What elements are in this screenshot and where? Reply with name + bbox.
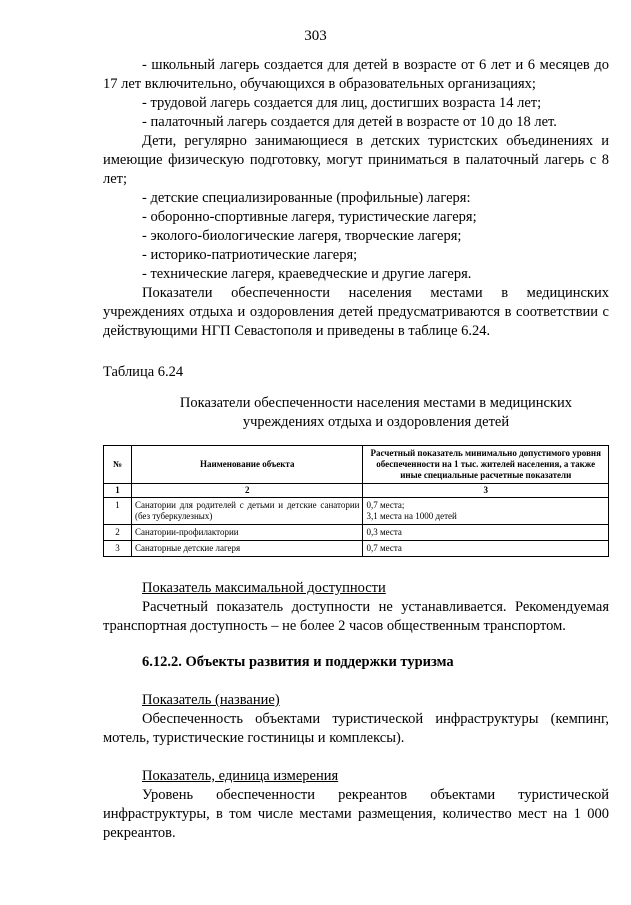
table-label: Таблица 6.24 [103,364,184,380]
row-value-line: 0,7 места [366,543,402,553]
row-value [363,525,609,541]
paragraph: - палаточный лагерь создается для детей в возрасте от 10 до 18 лет. [142,114,557,130]
paragraph: Показатели обеспеченности населения местами в медицинских учреждениях отдыха и оздоровления детей предусматриваются в соответствии с действующими НГП Севастополя и приведены в таблице 6.24. [103,285,609,339]
indicator-unit-heading: Показатель, единица измерения [142,768,339,784]
row-value-line: 0,7 места; [366,500,405,510]
row-object: Санатории для родителей с детьми и детские санатории (без туберкулезных) [131,498,363,525]
paragraph: - эколого-биологические лагеря, творческие лагеря; [142,228,462,244]
paragraph: - историко-патриотические лагеря; [142,247,358,263]
max-access-heading: Показатель максимальной доступности [142,580,386,596]
paragraph: - оборонно-спортивные лагеря, туристические лагеря; [142,209,477,225]
column-number: 2 [131,484,363,498]
column-number: 3 [363,484,609,498]
column-number: 1 [104,484,132,498]
table-row [104,525,609,541]
row-num: 1 [104,498,132,525]
indicator-unit-text: Уровень обеспеченности рекреантов объектами туристической инфраструктуры, в том числе местами размещения, количество мест на 1 000 рекреантов. [103,787,609,841]
indicators-table [103,445,609,557]
row-object: Санаторные детские лагеря [131,541,363,557]
paragraph: - детские специализированные (профильные) лагеря: [142,190,471,206]
table-header-row [104,446,609,484]
indicator-name-heading: Показатель (название) [142,692,280,708]
document-body [103,56,609,843]
row-object: Санатории-профилактории [131,525,363,541]
row-num: 2 [104,525,132,541]
row-value-line: 3,1 места на 1000 детей [366,511,457,521]
table-title-line: учреждениях отдыха и оздоровления детей [242,414,510,430]
row-value [363,498,609,525]
row-num: 3 [104,541,132,557]
header-num: № [104,446,132,484]
max-access-text: Расчетный показатель доступности не устанавливается. Рекомендуемая транспортная доступность – не более 2 часов общественным транспортом. [103,599,609,634]
indicator-name-text: Обеспеченность объектами туристической инфраструктуры (кемпинг, мотель, туристические гостиницы и комплексы). [103,711,609,746]
section-heading: 6.12.2. Объекты развития и поддержки туризма [142,654,454,670]
paragraph: - школьный лагерь создается для детей в возрасте от 6 лет и 6 месяцев до 17 лет включительно, обучающихся в образовательных организациях; [103,57,609,92]
row-value-line: 0,3 места [366,527,402,537]
table-title-line: Показатели обеспеченности населения местами в медицинских [179,395,573,411]
page-number: 303 [304,28,327,44]
header-object: Наименование объекта [131,446,363,484]
paragraph: Дети, регулярно занимающиеся в детских туристских объединениях и имеющие физическую подготовку, могут приниматься в палаточный лагерь с 8 лет; [103,133,609,187]
paragraph: - трудовой лагерь создается для лиц, достигших возраста 14 лет; [142,95,542,111]
header-indicator: Расчетный показатель минимально допустимого уровня обеспеченности на 1 тыс. жителей населения, а также иные специальные расчетные показатели [363,446,609,484]
paragraph: - технические лагеря, краеведческие и другие лагеря. [142,266,472,282]
table-title [103,394,609,432]
column-number-row [104,484,609,498]
row-value [363,541,609,557]
table-row [104,541,609,557]
table-row [104,498,609,525]
